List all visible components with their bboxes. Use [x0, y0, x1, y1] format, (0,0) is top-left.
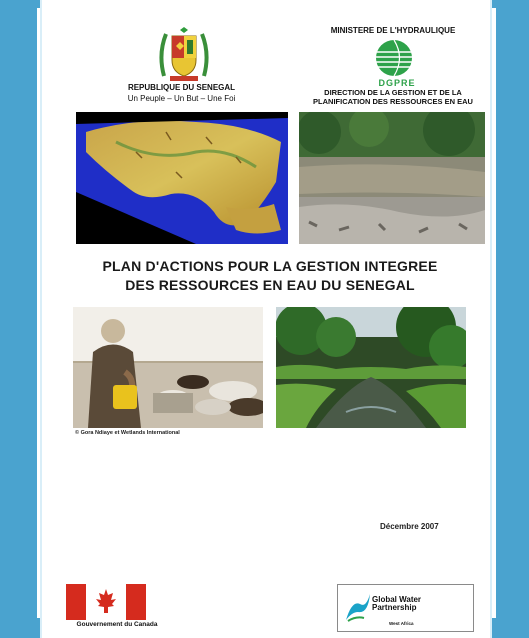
canada-flag-icon: [66, 584, 146, 620]
direction-line-2: PLANIFICATION DES RESSOURCES EN EAU: [313, 97, 473, 106]
document-title-line-2: DES RESSOURCES EN EAU DU SENEGAL: [125, 277, 415, 293]
gwp-region: West Africa: [389, 621, 414, 626]
national-motto: Un Peuple – Un But – Une Foi: [127, 94, 236, 103]
river-vegetation-photo: [276, 307, 466, 428]
gwp-name-line-1: Global Water: [372, 595, 422, 604]
left-frame-band: [0, 0, 37, 638]
canada-government-label: Gouvernement du Canada: [76, 621, 158, 628]
ministry-title: MINISTERE DE L'HYDRAULIQUE: [330, 26, 456, 35]
publication-date: Décembre 2007: [380, 522, 439, 531]
direction-line-1: DIRECTION DE LA GESTION ET DE LA: [324, 88, 462, 97]
dgpre-label: DGPRE: [378, 78, 416, 88]
herder-cattle-photo: [73, 307, 263, 428]
flooded-area-photo: [299, 112, 485, 244]
relief-map-photo: [76, 112, 288, 244]
right-frame-band: [496, 0, 529, 638]
gwp-wave-logo-icon: [344, 590, 372, 624]
dgpre-globe-logo-icon: [371, 38, 417, 78]
photo-credit: © Gora Ndiaye et Wetlands International: [75, 430, 180, 436]
gwp-name-line-2: Partnership: [372, 603, 417, 612]
senegal-coat-of-arms-icon: [158, 26, 210, 82]
document-title-line-1: PLAN D'ACTIONS POUR LA GESTION INTEGREE: [102, 258, 438, 274]
republique-title: REPUBLIQUE DU SENEGAL: [127, 83, 236, 92]
